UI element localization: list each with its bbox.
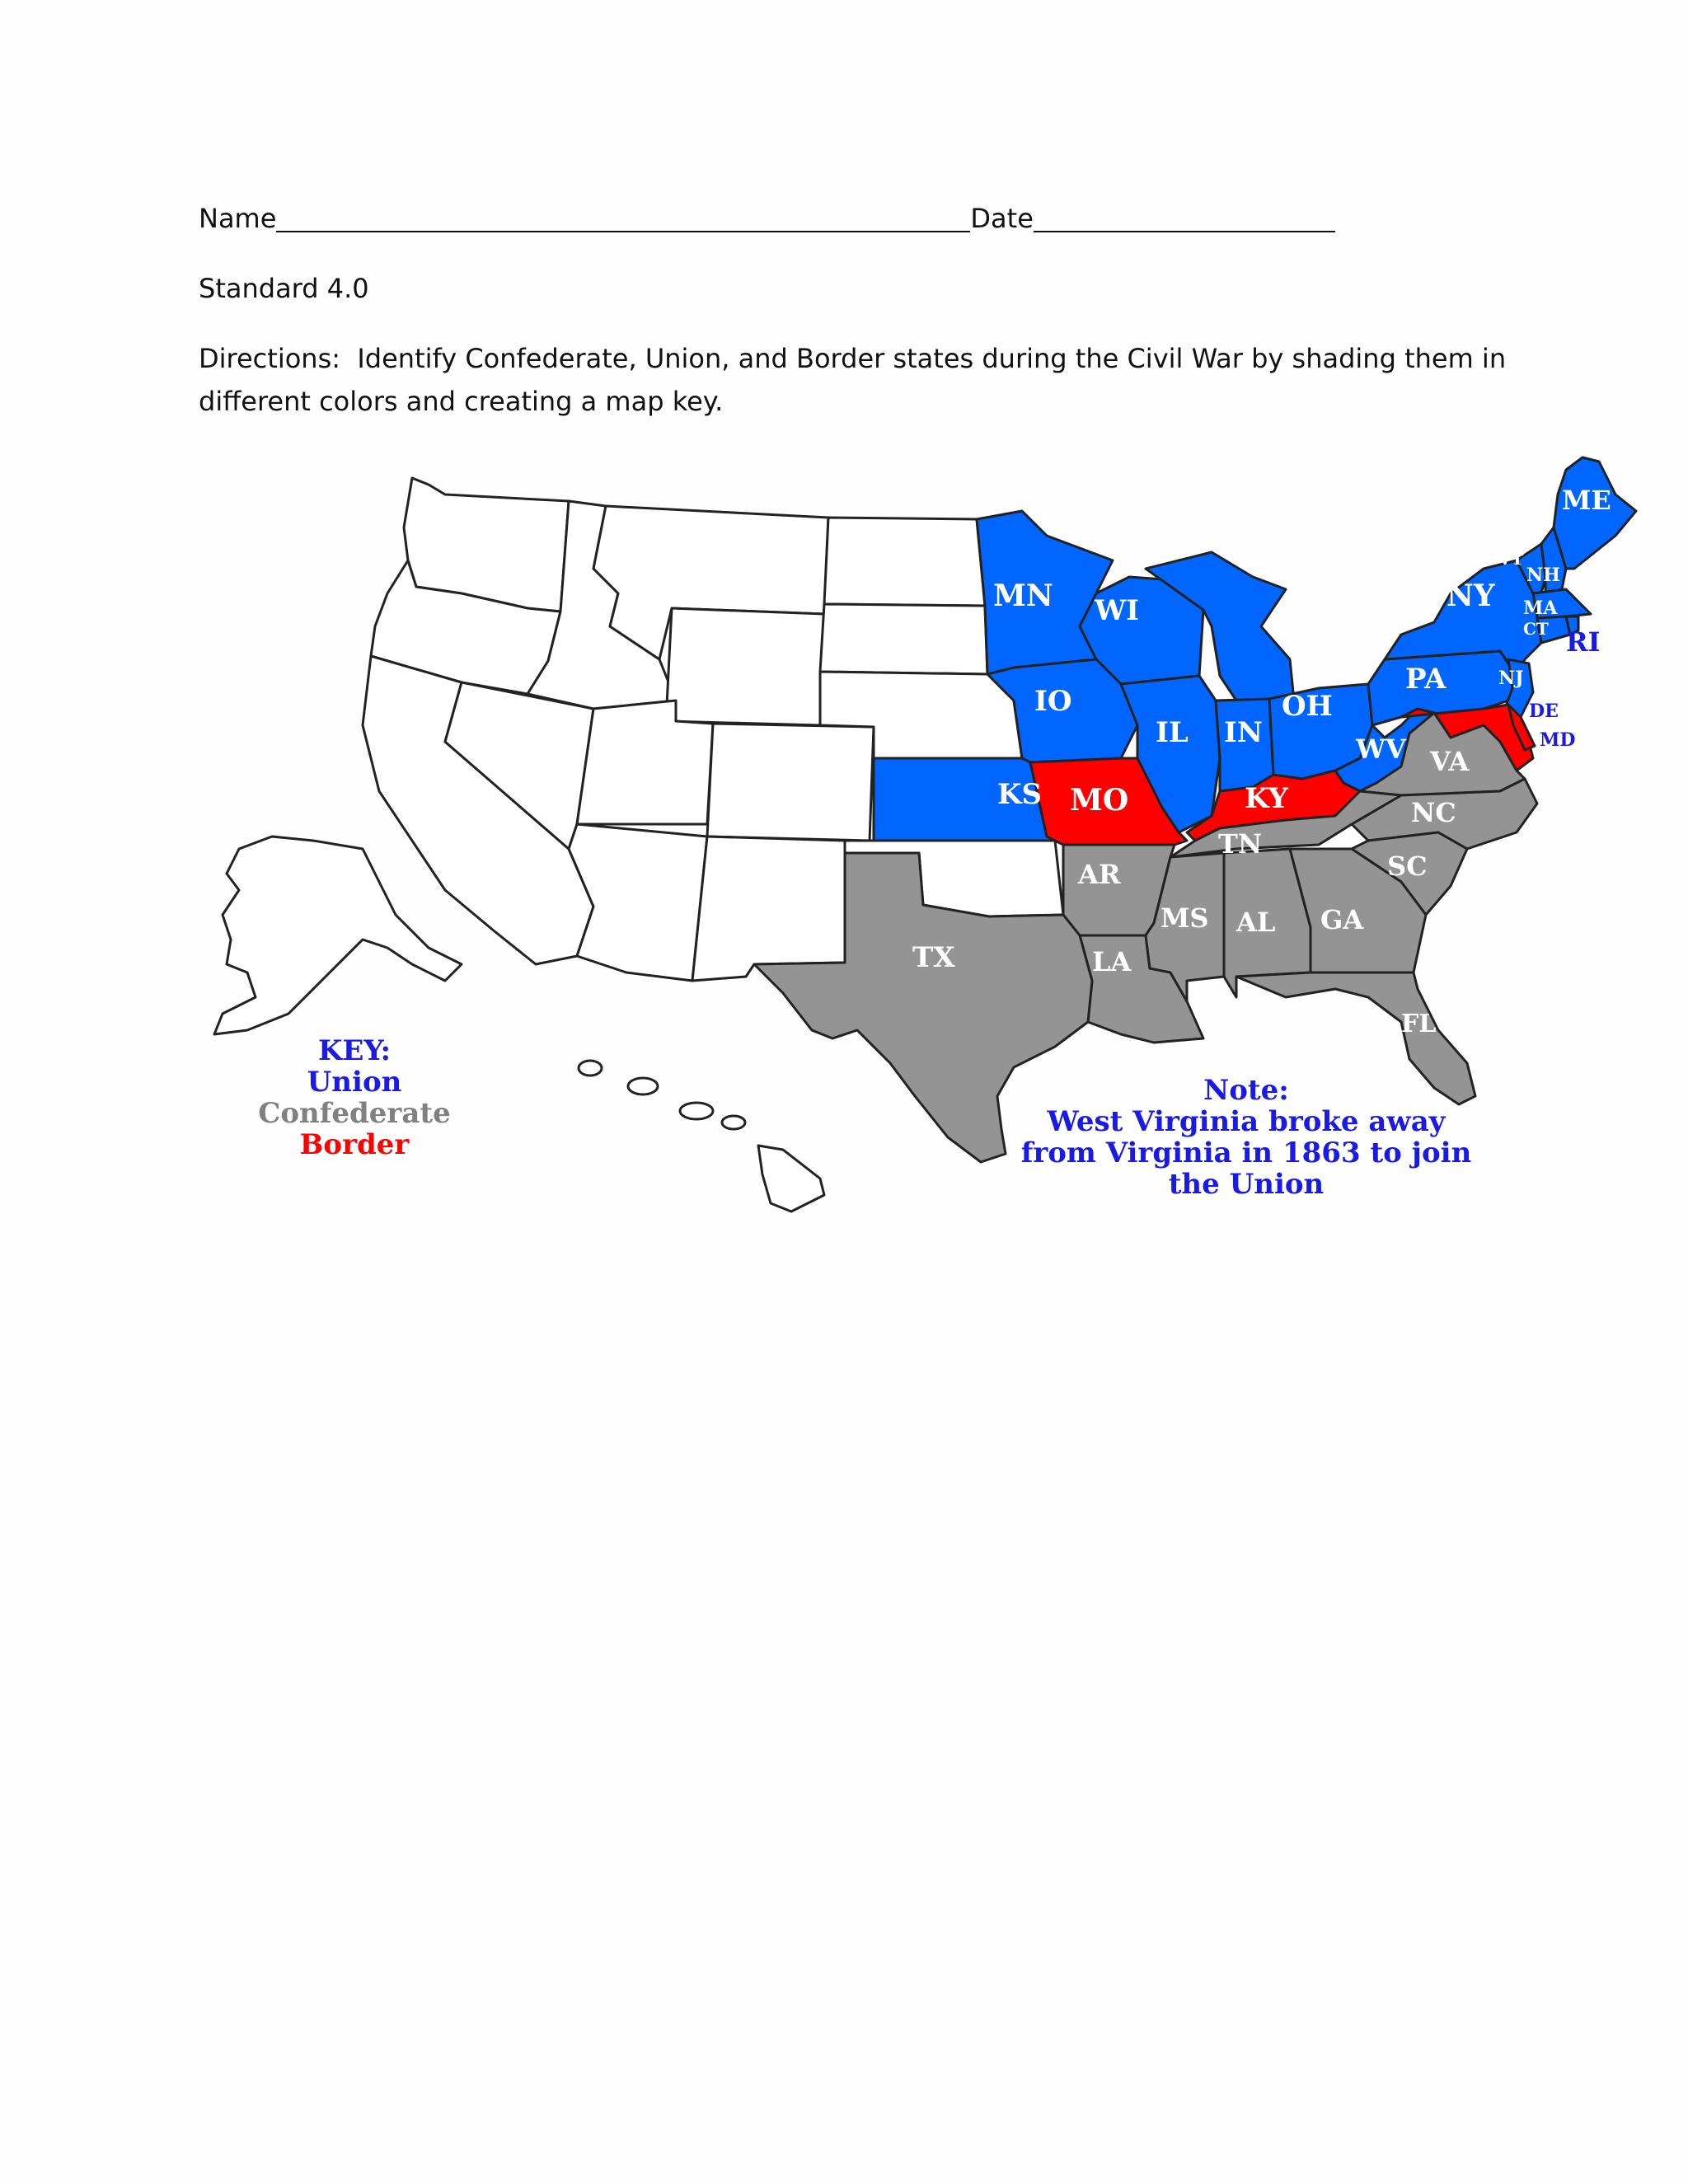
label-fl: FL <box>1401 1010 1437 1038</box>
label-pa: PA <box>1405 663 1447 696</box>
standard-label: Standard 4.0 <box>199 273 369 304</box>
key-confederate: Confederate <box>258 1097 451 1130</box>
map-key <box>258 1034 450 1161</box>
label-ma: MA <box>1523 598 1558 619</box>
name-label: Name <box>199 203 277 234</box>
label-ny: NY <box>1447 579 1495 613</box>
label-vt: VT <box>1498 549 1524 569</box>
label-ct: CT <box>1523 619 1549 639</box>
label-in: IN <box>1224 716 1263 749</box>
state-hi <box>579 1061 824 1212</box>
note-line-2: from Virginia in 1863 to join <box>1020 1137 1472 1169</box>
note-title: Note: <box>1203 1074 1289 1107</box>
label-de: DE <box>1529 701 1559 722</box>
label-ar: AR <box>1078 859 1121 890</box>
label-mo: MO <box>1070 783 1129 818</box>
label-ky: KY <box>1245 782 1288 815</box>
state-nd <box>824 518 985 606</box>
state-ak <box>214 837 462 1034</box>
label-nc: NC <box>1411 797 1456 828</box>
label-va: VA <box>1430 746 1470 777</box>
directions-line-2: different colors and creating a map key. <box>199 386 724 417</box>
label-ks: KS <box>997 778 1043 811</box>
label-la: LA <box>1092 946 1132 977</box>
label-oh: OH <box>1282 690 1333 723</box>
state-co <box>707 724 874 841</box>
date-label: Date <box>970 203 1034 234</box>
label-ga: GA <box>1320 904 1364 935</box>
directions-line-1: Directions: Identify Confederate, Union, and Border states during the Civil War by shading them in <box>199 343 1507 374</box>
label-mn: MN <box>993 579 1053 613</box>
state-nm <box>692 837 845 981</box>
label-io: IO <box>1034 685 1072 718</box>
label-tn: TN <box>1218 828 1263 860</box>
note-line-1: West Virginia broke away <box>1047 1105 1446 1138</box>
label-nj: NJ <box>1498 668 1524 689</box>
map-note <box>1021 1074 1472 1201</box>
label-nh: NH <box>1526 565 1560 586</box>
label-il: IL <box>1156 716 1189 749</box>
label-al: AL <box>1236 907 1276 938</box>
key-union: Union <box>307 1066 402 1099</box>
label-wi: WI <box>1095 594 1140 627</box>
state-sd <box>820 604 987 674</box>
key-title: KEY: <box>317 1034 392 1067</box>
label-ri: RI <box>1566 626 1601 658</box>
label-wv: WV <box>1356 733 1406 765</box>
state-wy <box>666 608 824 725</box>
key-border: Border <box>299 1128 410 1161</box>
label-me: ME <box>1562 485 1611 516</box>
label-sc: SC <box>1387 851 1428 882</box>
label-md: MD <box>1540 729 1576 751</box>
label-tx: TX <box>912 941 955 974</box>
note-line-3: the Union <box>1168 1168 1325 1201</box>
label-ms: MS <box>1160 902 1209 934</box>
